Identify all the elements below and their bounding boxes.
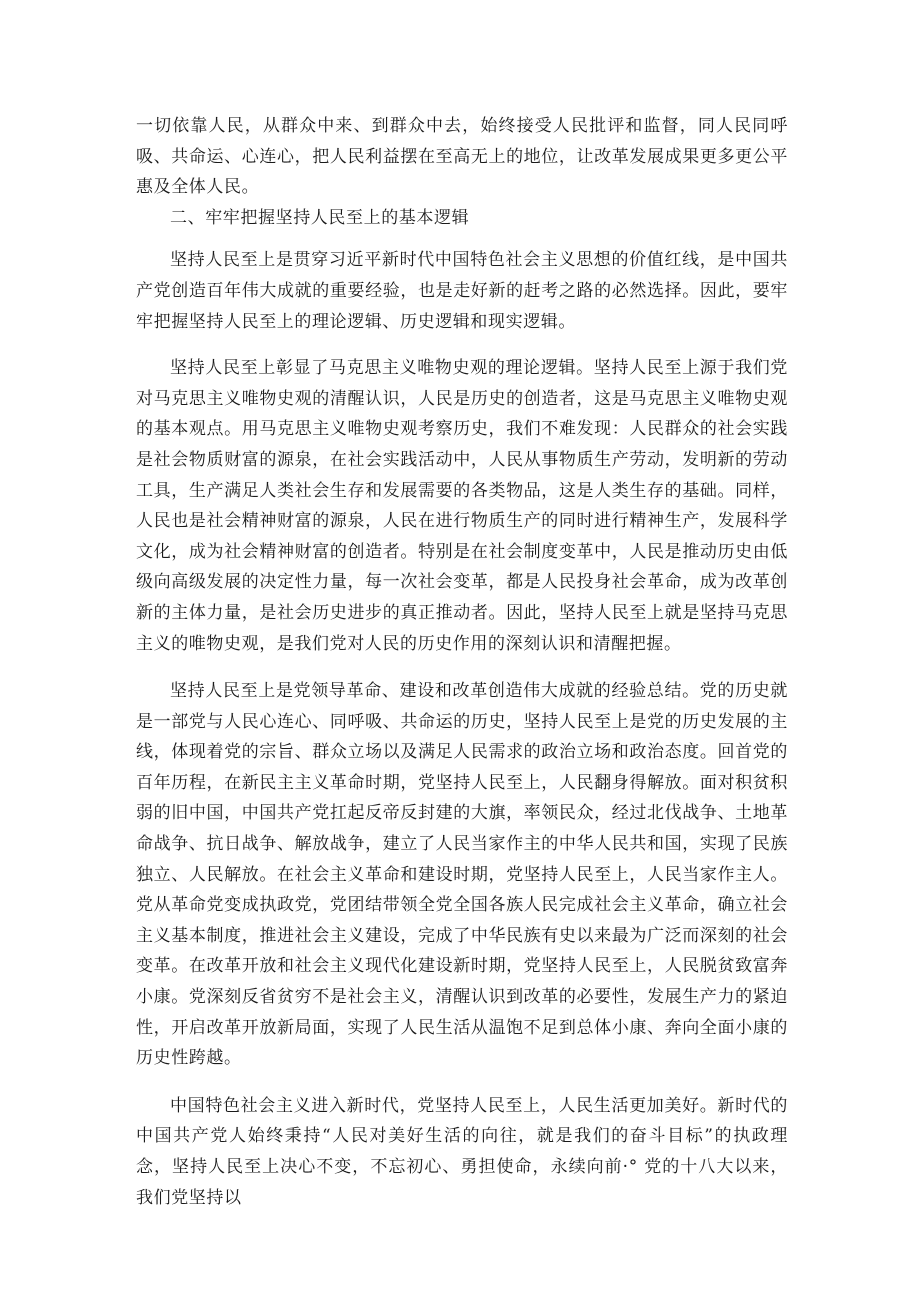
section-heading: 二、牢牢把握坚持人民至上的基本逻辑: [170, 207, 470, 228]
paragraph-continuation: 一切依靠人民，从群众中来、到群众中去，始终接受人民批评和监督，同人民同呼吸、共命运、心连心，把人民利益摆在至高无上的地位，让改革发展成果更多更公平惠及全体人民。: [136, 116, 788, 198]
paragraph-intro: 坚持人民至上是贯穿习近平新时代中国特色社会主义思想的价值红线，是中国共产党创造百年伟大成就的重要经验，也是走好新的赶考之路的必然选择。因此，要牢牢把握坚持人民至上的理论逻辑、历史逻辑和现实逻辑。: [136, 250, 788, 332]
paragraph-theoretical-logic: 坚持人民至上彰显了马克思主义唯物史观的理论逻辑。坚持人民至上源于我们党对马克思主义唯物史观的清醒认识，人民是历史的创造者，这是马克思主义唯物史观的基本观点。用马克思主义唯物史观考察历史，我们不难发现：人民群众的社会实践是社会物质财富的源泉，在社会实践活动中，人民从事物质生产劳动，发明新的劳动工具，生产满足人类社会生存和发展需要的各类物品，这是人类生存的基础。同样，人民也是社会精神财富的源泉，人民在进行物质生产的同时进行精神生产，发展科学文化，成为社会精神财富的创造者。特别是在社会制度变革中，人民是推动历史由低级向高级发展的决定性力量，每一次社会变革，都是人民投身社会革命，成为改革创新的主体力量，是社会历史进步的真正推动者。因此，坚持人民至上就是坚持马克思主义的唯物史观，是我们党对人民的历史作用的深刻认识和清醒把握。: [136, 358, 788, 654]
paragraph-historical-logic: 坚持人民至上是党领导革命、建设和改革创造伟大成就的经验总结。党的历史就是一部党与人民心连心、同呼吸、共命运的历史，坚持人民至上是党的历史发展的主线，体现着党的宗旨、群众立场以及满足人民需求的政治立场和政治态度。回首党的百年历程，在新民主主义革命时期，党坚持人民至上，人民翻身得解放。面对积贫积弱的旧中国，中国共产党扛起反帝反封建的大旗，率领民众，经过北伐战争、土地革命战争、抗日战争、解放战争，建立了人民当家作主的中华人民共和国，实现了民族独立、人民解放。在社会主义革命和建设时期，党坚持人民至上，人民当家作主人。党从革命党变成执政党，党团结带领全党全国各族人民完成社会主义革命，确立社会主义基本制度，推进社会主义建设，完成了中华民族有史以来最为广泛而深刻的社会变革。在改革开放和社会主义现代化建设新时期，党坚持人民至上，人民脱贫致富奔小康。党深刻反省贫穷不是社会主义，清醒认识到改革的必要性，发展生产力的紧迫性，开启改革开放新局面，实现了人民生活从温饱不足到总体小康、奔向全面小康的历史性跨越。: [136, 681, 788, 1069]
paragraph-new-era: 中国特色社会主义进入新时代，党坚持人民至上，人民生活更加美好。新时代的中国共产党人始终秉持“人民对美好生活的向往，就是我们的奋斗目标”的执政理念，坚持人民至上决心不变，不忘初心、勇担使命，永续向前·° 党的十八大以来，我们党坚持以: [136, 1095, 788, 1208]
document-page: [136, 111, 788, 1213]
